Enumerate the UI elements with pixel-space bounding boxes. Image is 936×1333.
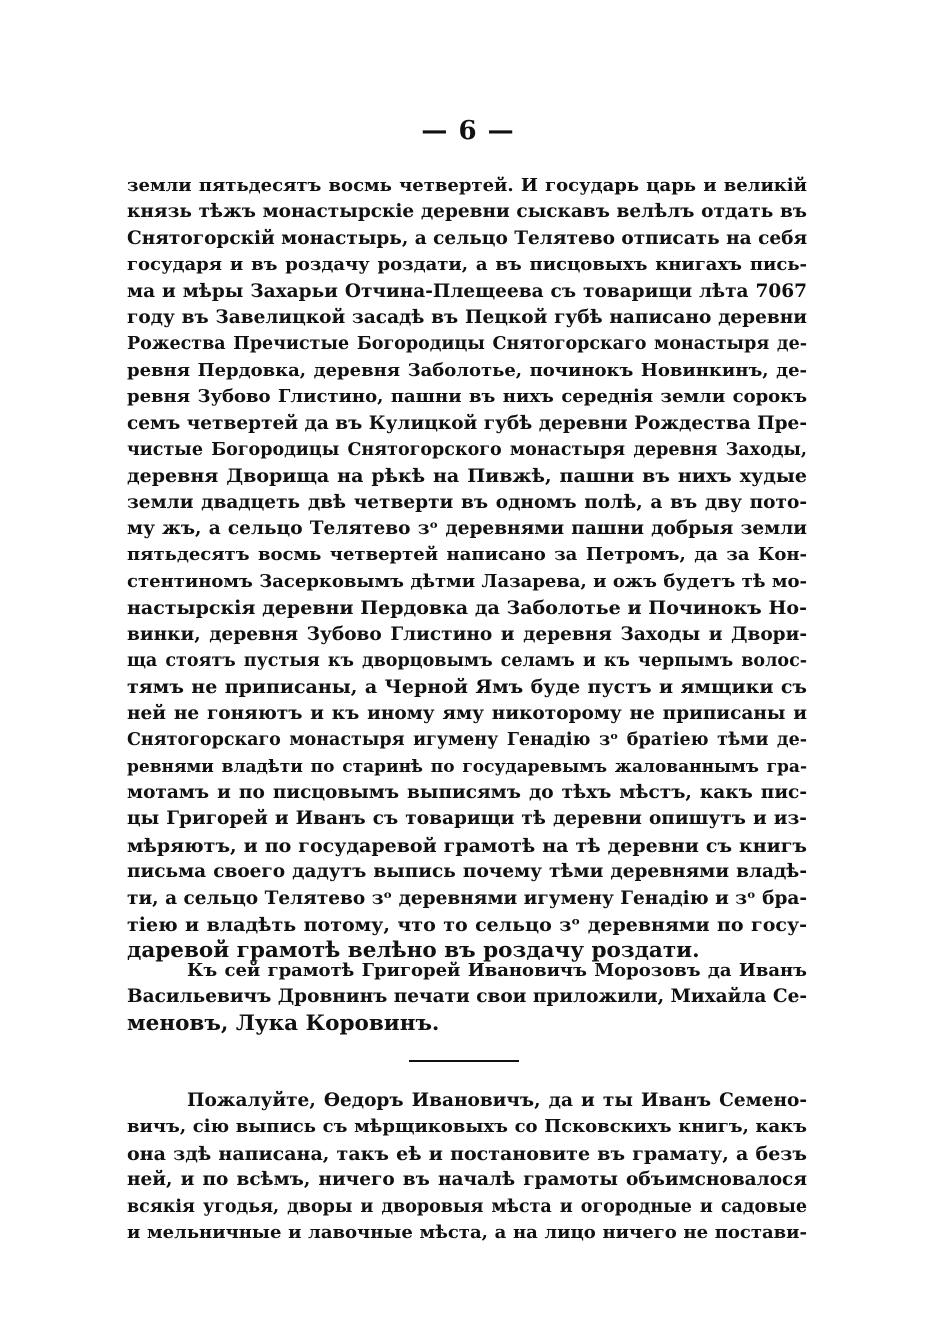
text-line: земли пятьдесятъ восмь четвертей. И государь царь и великій: [127, 175, 807, 196]
text-line: ней, и по всѣмъ, ничего въ началѣ грамоты объимсновалося: [127, 1169, 807, 1191]
text-line: Снятогорскаго монастыря игумену Генадію зᵒ братіею тѣми де-: [127, 730, 807, 751]
text-line: она здѣ написана, такъ еѣ и постановите въ грамату, а безъ: [127, 1142, 807, 1165]
text-line: му жъ, а сельцо Телятево зᵒ деревнями пашни добрыя земли: [127, 518, 807, 540]
text-line: ма и мѣры Захарьи Отчина-Плещеева съ товарищи лѣта 7067: [127, 280, 807, 302]
text-line: меновъ, Лука Коровинъ.: [127, 1010, 440, 1036]
text-line: ревня Зубово Глистино, пашни въ нихъ середнія земли сорокъ: [127, 386, 807, 408]
text-line: Рожества Пречистые Богородицы Снятогорскаго монастыря де-: [127, 334, 807, 355]
text-line: Къ сей грамотѣ Григорей Ивановичъ Морозовъ да Иванъ: [187, 960, 807, 981]
text-line: ревнями владѣти по старинѣ по государевымъ жалованнымъ гра-: [127, 756, 807, 777]
text-line: настырскія деревни Пердовка да Заболотье и Починокъ Но-: [127, 597, 807, 620]
text-line: винки, деревня Зубово Глистино и деревня Заходы и Двори-: [127, 623, 807, 645]
text-line: Васильевичъ Дровнинъ печати свои приложили, Михайла Се-: [127, 986, 807, 1008]
text-line: письма своего дадутъ выпись почему тѣми деревнями владѣ-: [127, 861, 807, 883]
section-divider: [409, 1060, 519, 1062]
page-number: — 6 —: [421, 116, 515, 146]
text-line: земли двадцеть двѣ четверти въ одномъ полѣ, а въ дву пото-: [127, 491, 807, 513]
text-line: ней не гоняютъ и къ иному яму никоторому не приписаны и: [127, 702, 807, 724]
text-line: государя и въ роздачу роздати, а въ писцовыхъ книгахъ пись-: [127, 254, 807, 276]
text-line: пятьдесятъ восмь четвертей написано за Петромъ, да за Кон-: [127, 544, 807, 566]
paragraph-3: [127, 1088, 807, 1246]
text-line: тіею и владѣть потому, что то сельцо зᵒ деревнями по госу-: [127, 913, 807, 936]
text-line: мотамъ и по писцовымъ выписямъ до тѣхъ мѣстъ, какъ пис-: [127, 781, 807, 803]
text-line: Снятогорскій монастырь, а сельцо Телятево отписать на себя: [127, 227, 807, 249]
text-line: ревня Пердовка, деревня Заболотье, починокъ Новинкинъ, де-: [127, 359, 807, 381]
text-line: деревня Дворища на рѣкѣ на Пивжѣ, пашни въ нихъ худые: [127, 465, 807, 488]
text-line: ща стоятъ пустыя къ дворцовымъ селамъ и къ черпымъ волос-: [127, 651, 807, 672]
text-line: чистые Богородицы Снятогорского монастыря деревня Заходы,: [127, 439, 807, 460]
text-line: тямъ не приписаны, а Черной Ямъ буде пустъ и ямщики съ: [127, 676, 807, 699]
text-line: вичъ, сію выпись съ мѣрщиковыхъ со Псковскихъ книгъ, какъ: [127, 1116, 807, 1138]
text-line: князь тѣжъ монастырскіе деревни сыскавъ велѣлъ отдать въ: [127, 201, 807, 223]
text-line: году въ Завелицкой засадѣ въ Пецкой губѣ написано деревни: [127, 306, 807, 328]
paragraph-1: [127, 173, 807, 965]
text-line: цы Григорей и Иванъ съ товарищи тѣ деревни опишутъ и из-: [127, 808, 807, 830]
text-line: всякія угодья, дворы и дворовыя мѣста и огородные и садовые: [127, 1196, 807, 1217]
text-line: ти, а сельцо Телятево зᵒ деревнями игумену Генадію и зᵒ бра-: [127, 887, 807, 909]
paragraph-2: [127, 958, 807, 1037]
text-line: мѣряютъ, и по государевой грамотѣ на тѣ деревни съ книгъ: [127, 834, 807, 857]
text-line: даревой грамотѣ велѣно въ роздачу роздати.: [127, 938, 700, 964]
text-line: семъ четвертей да въ Кулицкой губѣ деревни Рождества Пре-: [127, 412, 807, 434]
text-line: Пожалуйте, Ѳедоръ Ивановичъ, да и ты Иванъ Семено-: [187, 1090, 807, 1111]
text-line: и мельничные и лавочные мѣста, а на лицо ничего не постави-: [127, 1221, 807, 1243]
text-line: стентиномъ Засерковымъ дѣтми Лазарева, и ожъ будетъ тѣ мо-: [127, 570, 807, 592]
